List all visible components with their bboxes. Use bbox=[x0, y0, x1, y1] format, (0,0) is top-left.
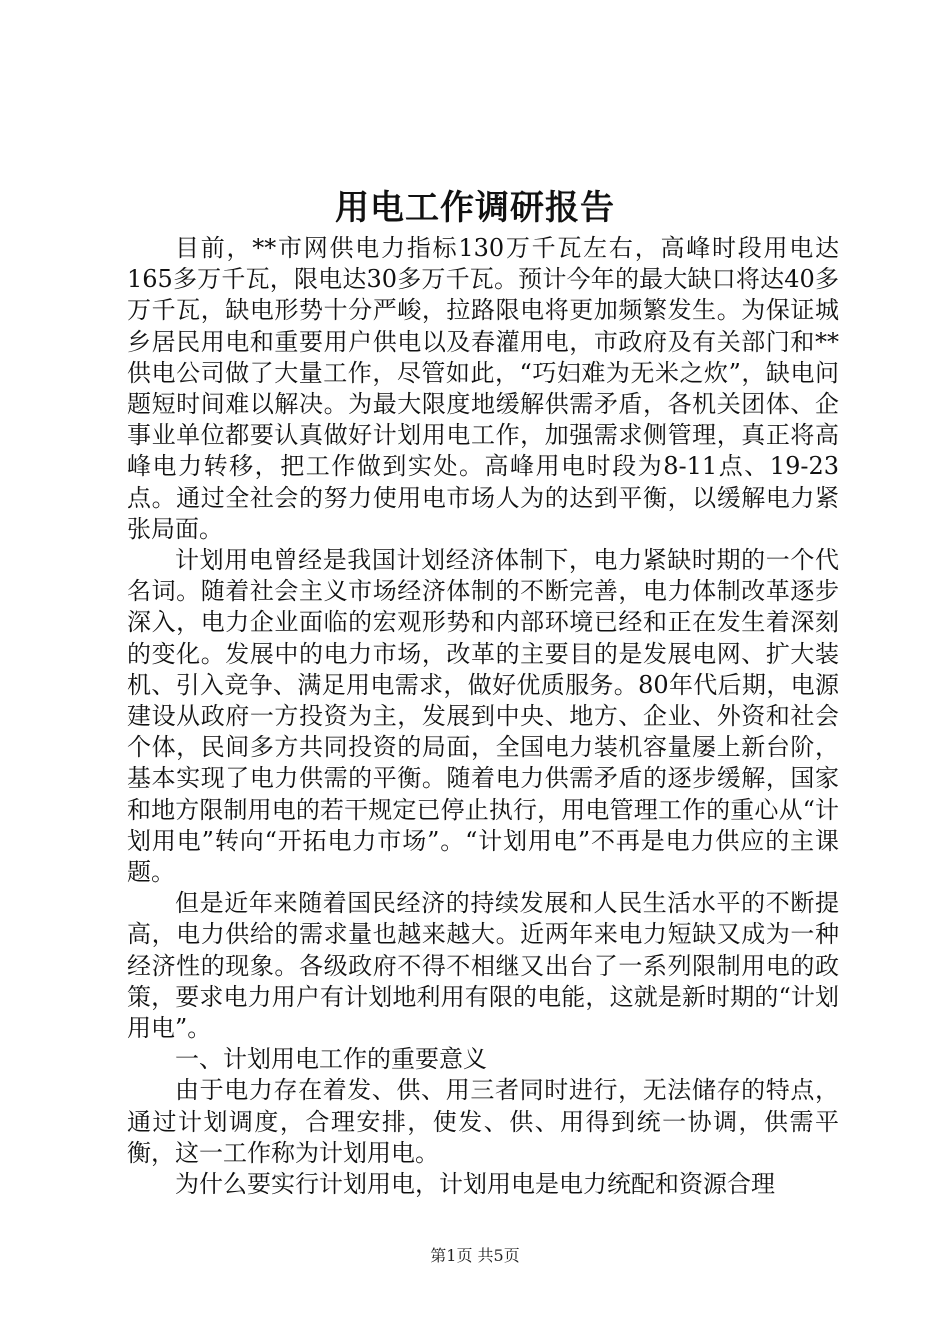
paragraph-definition: 由于电力存在着发、供、用三者同时进行，无法储存的特点，通过计划调度，合理安排，使发、供、用得到统一协调，供需平衡，这一工作称为计划用电。 bbox=[127, 1076, 839, 1167]
section-heading: 一、计划用电工作的重要意义 bbox=[175, 1045, 487, 1074]
document-title: 用电工作调研报告 bbox=[335, 188, 615, 228]
paragraph-history: 计划用电曾经是我国计划经济体制下，电力紧缺时期的一个代名词。随着社会主义市场经济体制的不断完善，电力体制改革逐步深入，电力企业面临的宏观形势和内部环境已经和正在发生着深刻的变化。发展中的电力市场，改革的主要目的是发展电网、扩大装机、引入竞争、满足用电需求，做好优质服务。80年代后期，电源建设从政府一方投资为主，发展到中央、地方、企业、外资和社会个体，民间多方共同投资的局面，全国电力装机容量屡上新台阶，基本实现了电力供需的平衡。随着电力供需矛盾的逐步缓解，国家和地方限制用电的若干规定已停止执行，用电管理工作的重心从“计划用电”转向“开拓电力市场”。“计划用电”不再是电力供应的主课题。 bbox=[127, 546, 839, 887]
paragraph-why: 为什么要实行计划用电，计划用电是电力统配和资源合理 bbox=[175, 1170, 775, 1199]
paragraph-recent: 但是近年来随着国民经济的持续发展和人民生活水平的不断提高，电力供给的需求量也越来越大。近两年来电力短缺又成为一种经济性的现象。各级政府不得不相继又出台了一系列限制用电的政策，要求电力用户有计划地利用有限的电能，这就是新时期的“计划用电”。 bbox=[127, 889, 839, 1043]
document-body bbox=[127, 233, 839, 1200]
paragraph-intro: 目前，**市网供电力指标130万千瓦左右，高峰时段用电达165多万千瓦，限电达30多万千瓦。预计今年的最大缺口将达40多万千瓦，缺电形势十分严峻，拉路限电将更加频繁发生。为保证城乡居民用电和重要用户供电以及春灌用电，市政府及有关部门和**供电公司做了大量工作，尽管如此，“巧妇难为无米之炊”，缺电问题短时间难以解决。为最大限度地缓解供需矛盾，各机关团体、企事业单位都要认真做好计划用电工作，加强需求侧管理，真正将高峰电力转移，把工作做到实处。高峰用电时段为8-11点、19-23点。通过全社会的努力使用电市场人为的达到平衡，以缓解电力紧张局面。 bbox=[127, 234, 839, 543]
page-footer: 第1页 共5页 bbox=[430, 1246, 520, 1265]
